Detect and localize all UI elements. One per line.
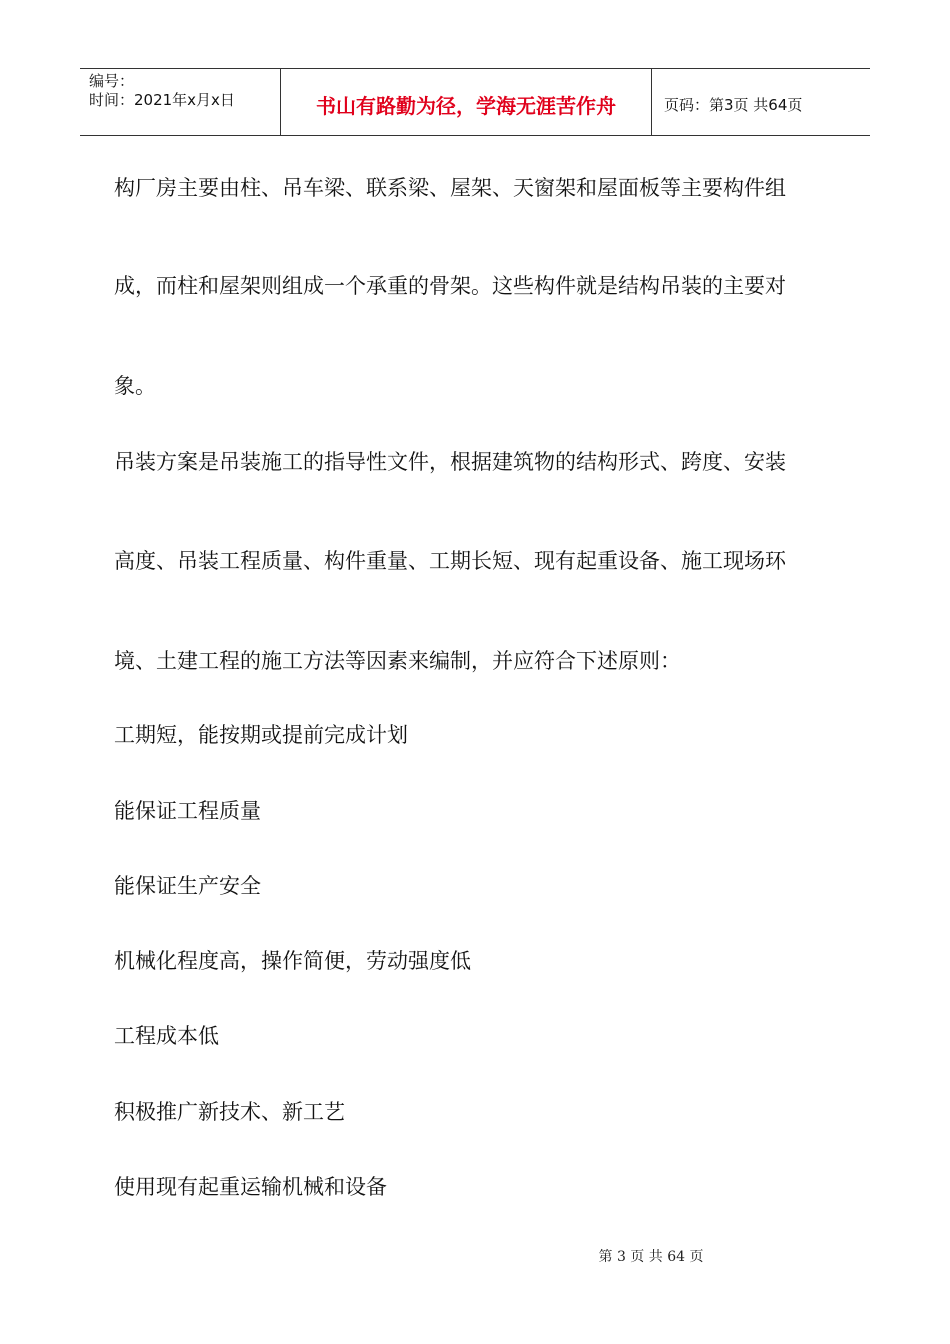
page-header [80, 68, 870, 136]
paragraph-line: 构厂房主要由柱、吊车梁、联系梁、屋架、天窗架和屋面板等主要构件组 [114, 176, 786, 200]
list-item: 能保证工程质量 [114, 799, 261, 823]
list-item: 积极推广新技术、新工艺 [114, 1100, 345, 1124]
page-footer: 第 3 页 共 64 页 [598, 1249, 704, 1265]
paragraph-line: 成，而柱和屋架则组成一个承重的骨架。这些构件就是结构吊装的主要对 [114, 274, 786, 298]
paragraph-line: 境、土建工程的施工方法等因素来编制，并应符合下述原则： [114, 649, 681, 673]
paragraph-line: 高度、吊装工程质量、构件重量、工期长短、现有起重设备、施工现场环 [114, 549, 786, 573]
paragraph-line: 象。 [114, 374, 156, 398]
document-number-label: 编号： [89, 72, 135, 90]
header-page-info: 页码：第3页 共64页 [664, 95, 803, 114]
paragraph-line: 吊装方案是吊装施工的指导性文件，根据建筑物的结构形式、跨度、安装 [114, 450, 786, 474]
list-item: 机械化程度高，操作简便，劳动强度低 [114, 949, 471, 973]
list-item: 工程成本低 [114, 1024, 219, 1048]
document-date: 时间：2021年x月x日 [89, 91, 235, 109]
list-item: 工期短，能按期或提前完成计划 [114, 723, 408, 747]
header-meta [80, 69, 281, 135]
list-item: 使用现有起重运输机械和设备 [114, 1175, 387, 1199]
header-motto: 书山有路勤为径，学海无涯苦作舟 [281, 69, 652, 135]
list-item: 能保证生产安全 [114, 874, 261, 898]
